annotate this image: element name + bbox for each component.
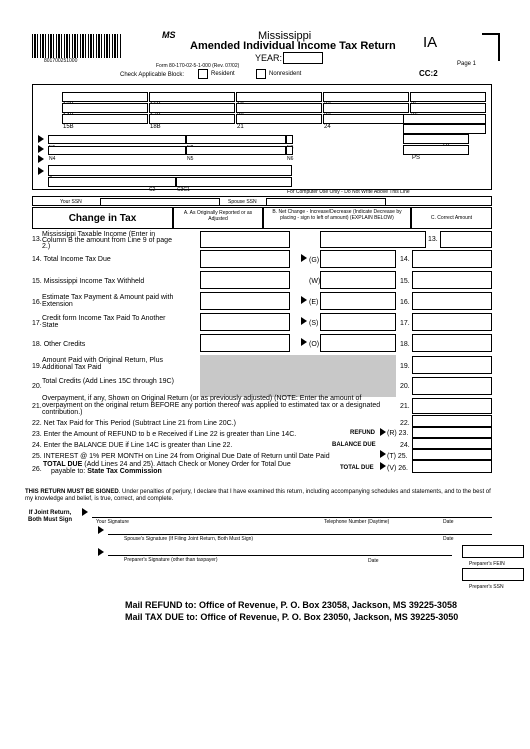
spouse-ssn-input[interactable] — [266, 198, 386, 206]
line-17-col-a[interactable] — [200, 313, 290, 331]
barcode — [32, 34, 122, 58]
phone-label: Telephone Number (Daytime) — [324, 519, 390, 525]
line-14-end: 14. — [400, 256, 410, 263]
line-15-col-b[interactable] — [320, 271, 396, 289]
name-n1[interactable] — [48, 135, 186, 144]
city-c2[interactable]: C2 — [48, 177, 176, 187]
resident-checkbox[interactable] — [198, 69, 208, 79]
code-26[interactable] — [410, 103, 486, 113]
preparer-fein-label: Preparer's FEIN — [469, 561, 505, 567]
line-14-label: 14. Total Income Tax Due — [32, 256, 111, 263]
line-15-col-c[interactable] — [412, 271, 492, 289]
code-19[interactable] — [236, 92, 322, 102]
line-19-end: 19. — [400, 363, 410, 370]
nonresident-checkbox[interactable] — [256, 69, 266, 79]
form-title: Amended Individual Income Tax Return — [190, 40, 396, 52]
line-18-col-a[interactable] — [200, 334, 290, 352]
line-23-label: 23. Enter the Amount of REFUND to b e Received if Line 22 is greater than Line 14C. — [32, 431, 297, 438]
line-18-label: 18. Other Credits — [32, 341, 86, 348]
line-20-label: Total Credits (Add Lines 15C through 19C) — [42, 378, 174, 385]
code-ty[interactable] — [403, 134, 469, 144]
line-17-s: (S) — [309, 320, 319, 327]
line-16-col-a[interactable] — [200, 292, 290, 310]
line-24-end: 24. — [400, 442, 410, 449]
nonresident-label: Nonresident — [269, 71, 302, 77]
line-num-26: 26. — [32, 466, 42, 473]
line-13-col-c[interactable] — [440, 231, 492, 248]
line-16-end: 16. — [400, 299, 410, 306]
line-15-end: 15. — [400, 278, 410, 285]
code-22[interactable] — [323, 92, 409, 102]
mail-tax-due: Mail TAX DUE to: Office of Revenue, P. O. Box 23050, Jackson, MS 39225-3050 — [125, 612, 459, 622]
arrow-icon — [301, 254, 307, 262]
code-16b[interactable] — [149, 92, 235, 102]
arrow-icon — [380, 462, 386, 470]
line-26-label: TOTAL DUE (Add Lines 24 and 25). Attach Check or Money Order for Total Due payable to: State Tax Commission — [43, 461, 291, 475]
arrow-icon — [98, 548, 104, 556]
refund-label: REFUND — [350, 430, 375, 436]
line-13-col-b[interactable] — [320, 231, 426, 248]
line-13-col-a[interactable] — [200, 231, 290, 248]
line-num-19: 19. — [32, 363, 42, 370]
line-19-label: Amount Paid with Original Return, Plus Additional Tax Paid — [42, 357, 163, 371]
arrow-icon — [38, 135, 44, 143]
line-25-t: (T) 25. — [387, 453, 408, 460]
arrow-icon — [301, 296, 307, 304]
code-23[interactable] — [323, 103, 409, 113]
line-14-col-b[interactable] — [320, 250, 396, 268]
name-n4[interactable]: N4 — [48, 146, 186, 155]
line-21-label: Overpayment, if any, Shown on Original Return (or as previously adjusted) (NOTE: Enter the amount of overpayment on the original return BEFORE any portion thereof was applied to estimated tax or a designated contribution.) — [42, 395, 381, 416]
column-header-b: B. Net Change - Increase/Decrease (Indicate Decrease by placing - sign to left of amount) (EXPLAIN BELOW) — [263, 207, 411, 229]
total-due-label: TOTAL DUE — [340, 465, 374, 471]
line-14-g: (G) — [309, 257, 320, 264]
joint-return-note: If Joint Return, Both Must Sign — [28, 510, 72, 523]
your-signature-label: Your Signature — [96, 519, 129, 525]
line-17-end: 17. — [400, 320, 410, 327]
line-24-col-c[interactable] — [412, 438, 492, 449]
line-15-label: 15. Mississippi Income Tax Withheld — [32, 278, 145, 285]
line-26-v: (V) 26. — [387, 465, 409, 472]
cc-code: CC:2 — [419, 69, 438, 78]
code-15b[interactable]: 15B — [62, 114, 148, 124]
shaded-area — [200, 355, 396, 397]
name-n2[interactable] — [186, 135, 286, 144]
line-20-end: 20. — [400, 383, 410, 390]
arrow-icon — [380, 450, 386, 458]
line-16-col-c[interactable] — [412, 292, 492, 310]
arrow-icon — [301, 317, 307, 325]
preparer-signature-label: Preparer's Signature (other than taxpayer) — [124, 557, 218, 563]
page-number: Page 1 — [457, 61, 477, 67]
code-21[interactable]: 21 — [236, 114, 322, 124]
line-25-label: 25. INTEREST @ 1% PER MONTH on Line 24 from Original Due Date of Return until Date Paid — [32, 453, 330, 460]
line-26-col-c[interactable] — [412, 460, 492, 473]
line-15-col-a[interactable] — [200, 271, 290, 289]
line-21-col-c[interactable] — [412, 398, 492, 414]
line-13-end: 13. — [428, 236, 438, 243]
spouse-ssn-label: Spouse SSN — [228, 199, 257, 205]
line-18-col-b[interactable] — [320, 334, 396, 352]
form-code: IA — [423, 34, 438, 51]
line-17-col-b[interactable] — [320, 313, 396, 331]
column-header-a: A. As Originally Reported or as Adjusted — [173, 207, 263, 229]
line-16-e: (E) — [309, 299, 319, 306]
arrow-icon — [82, 508, 88, 516]
line-21-end: 21. — [400, 403, 410, 410]
line-17-label: Credit form Income Tax Paid To Another State — [42, 315, 166, 329]
code-ts[interactable] — [403, 114, 486, 124]
year-input[interactable] — [283, 52, 323, 64]
line-22-col-c[interactable] — [412, 415, 492, 427]
mail-refund: Mail REFUND to: Office of Revenue, P. O. Box 23058, Jackson, MS 39225-3058 — [125, 600, 457, 610]
line-22-end: 22. — [400, 420, 410, 427]
corner-mark-v — [498, 33, 500, 61]
form-id: Form 80-170-02-5-1-000 (Rev. 07/02) — [156, 63, 240, 69]
line-num-20: 20. — [32, 383, 42, 390]
code-20[interactable] — [236, 103, 322, 113]
line-15-w: (W) — [309, 278, 321, 285]
line-num-17: 17. — [32, 320, 42, 327]
code-ps[interactable]: PS — [403, 145, 469, 155]
spouse-signature-label: Spouse's Signature (If Filing Joint Return, Both Must Sign) — [124, 536, 254, 542]
name-n5[interactable]: N5 — [186, 146, 286, 155]
line-19-col-c[interactable] — [412, 356, 492, 374]
line-18-o: (O) — [309, 341, 320, 348]
code-17b[interactable] — [149, 103, 235, 113]
signature-declaration: THIS RETURN MUST BE SIGNED. Under penalties of perjury, I declare that I have examined this return, including accompanying schedules and statements, and to the best of my knowledge and belief, is true, correct, and complete. — [25, 489, 491, 502]
line-23-col-c[interactable] — [412, 427, 492, 438]
code-14b[interactable] — [62, 103, 148, 113]
spouse-signature-line — [108, 534, 492, 535]
code-ss[interactable] — [403, 124, 486, 134]
code-13b[interactable] — [62, 92, 148, 102]
resident-label: Resident — [211, 71, 235, 77]
line-num-21: 21. — [32, 403, 42, 410]
state-name: Mississippi — [258, 30, 312, 42]
arrow-icon — [38, 167, 44, 175]
line-23-r: (R) 23. — [387, 430, 409, 437]
line-num-16: 16. — [32, 299, 42, 306]
line-24-label: 24. Enter the BALANCE DUE if Line 14C is greater than Line 22. — [32, 442, 233, 449]
line-18-end: 18. — [400, 341, 410, 348]
preparer-ssn-input[interactable] — [462, 568, 524, 581]
your-ssn-input[interactable] — [100, 198, 220, 206]
date3-label: Date — [368, 558, 379, 564]
line-22-label: 22. Net Tax Paid for This Period (Subtract Line 21 from Line 20C.) — [32, 420, 237, 427]
date2-label: Date — [443, 536, 454, 542]
code-24[interactable]: 24 — [323, 114, 409, 124]
balance-due-label: BALANCE DUE — [332, 442, 376, 448]
preparer-ssn-label: Preparer's SSN — [469, 584, 504, 590]
signature-line — [92, 517, 492, 518]
name-n3[interactable] — [286, 135, 293, 144]
line-14-col-a[interactable] — [200, 250, 290, 268]
year-label: YEAR: — [255, 53, 283, 63]
line-17-col-c[interactable] — [412, 313, 492, 331]
your-ssn-label: Your SSN — [60, 199, 82, 205]
code-25[interactable] — [410, 92, 486, 102]
state-c3c1[interactable]: C3C1 — [176, 177, 292, 187]
line-18-col-c[interactable] — [412, 334, 492, 352]
check-block-label: Check Applicable Block: — [120, 72, 185, 78]
arrow-icon — [98, 526, 104, 534]
line-20-col-c[interactable] — [412, 377, 492, 395]
arrow-icon — [380, 428, 386, 436]
preparer-fein-input[interactable] — [462, 545, 524, 558]
barcode-number: 801700251000 — [44, 58, 78, 64]
office-use-note: For Computer Use Only - Do Not Write Above This Line — [287, 189, 410, 195]
ms-mark: MS — [162, 30, 176, 40]
column-header-c: C. Correct Amount — [411, 207, 492, 229]
code-18b[interactable]: 18B — [149, 114, 235, 124]
arrow-icon — [38, 145, 44, 153]
line-16-col-b[interactable] — [320, 292, 396, 310]
arrow-icon — [38, 155, 44, 163]
address-a[interactable] — [48, 165, 292, 176]
line-num-13: 13. — [32, 236, 42, 243]
line-25-col-c[interactable] — [412, 449, 492, 460]
line-14-col-c[interactable] — [412, 250, 492, 268]
column-header-title: Change in Tax — [32, 207, 173, 229]
date-label: Date — [443, 519, 454, 525]
line-13-label: Mississippi Taxable Income (Enter in Column B the amount from Line 9 of page 2.) — [42, 231, 172, 250]
preparer-signature-line — [108, 555, 452, 556]
line-16-label: Estimate Tax Payment & Amount paid with Extension — [42, 294, 174, 308]
arrow-icon — [301, 338, 307, 346]
name-n6[interactable]: N6 — [286, 146, 293, 155]
